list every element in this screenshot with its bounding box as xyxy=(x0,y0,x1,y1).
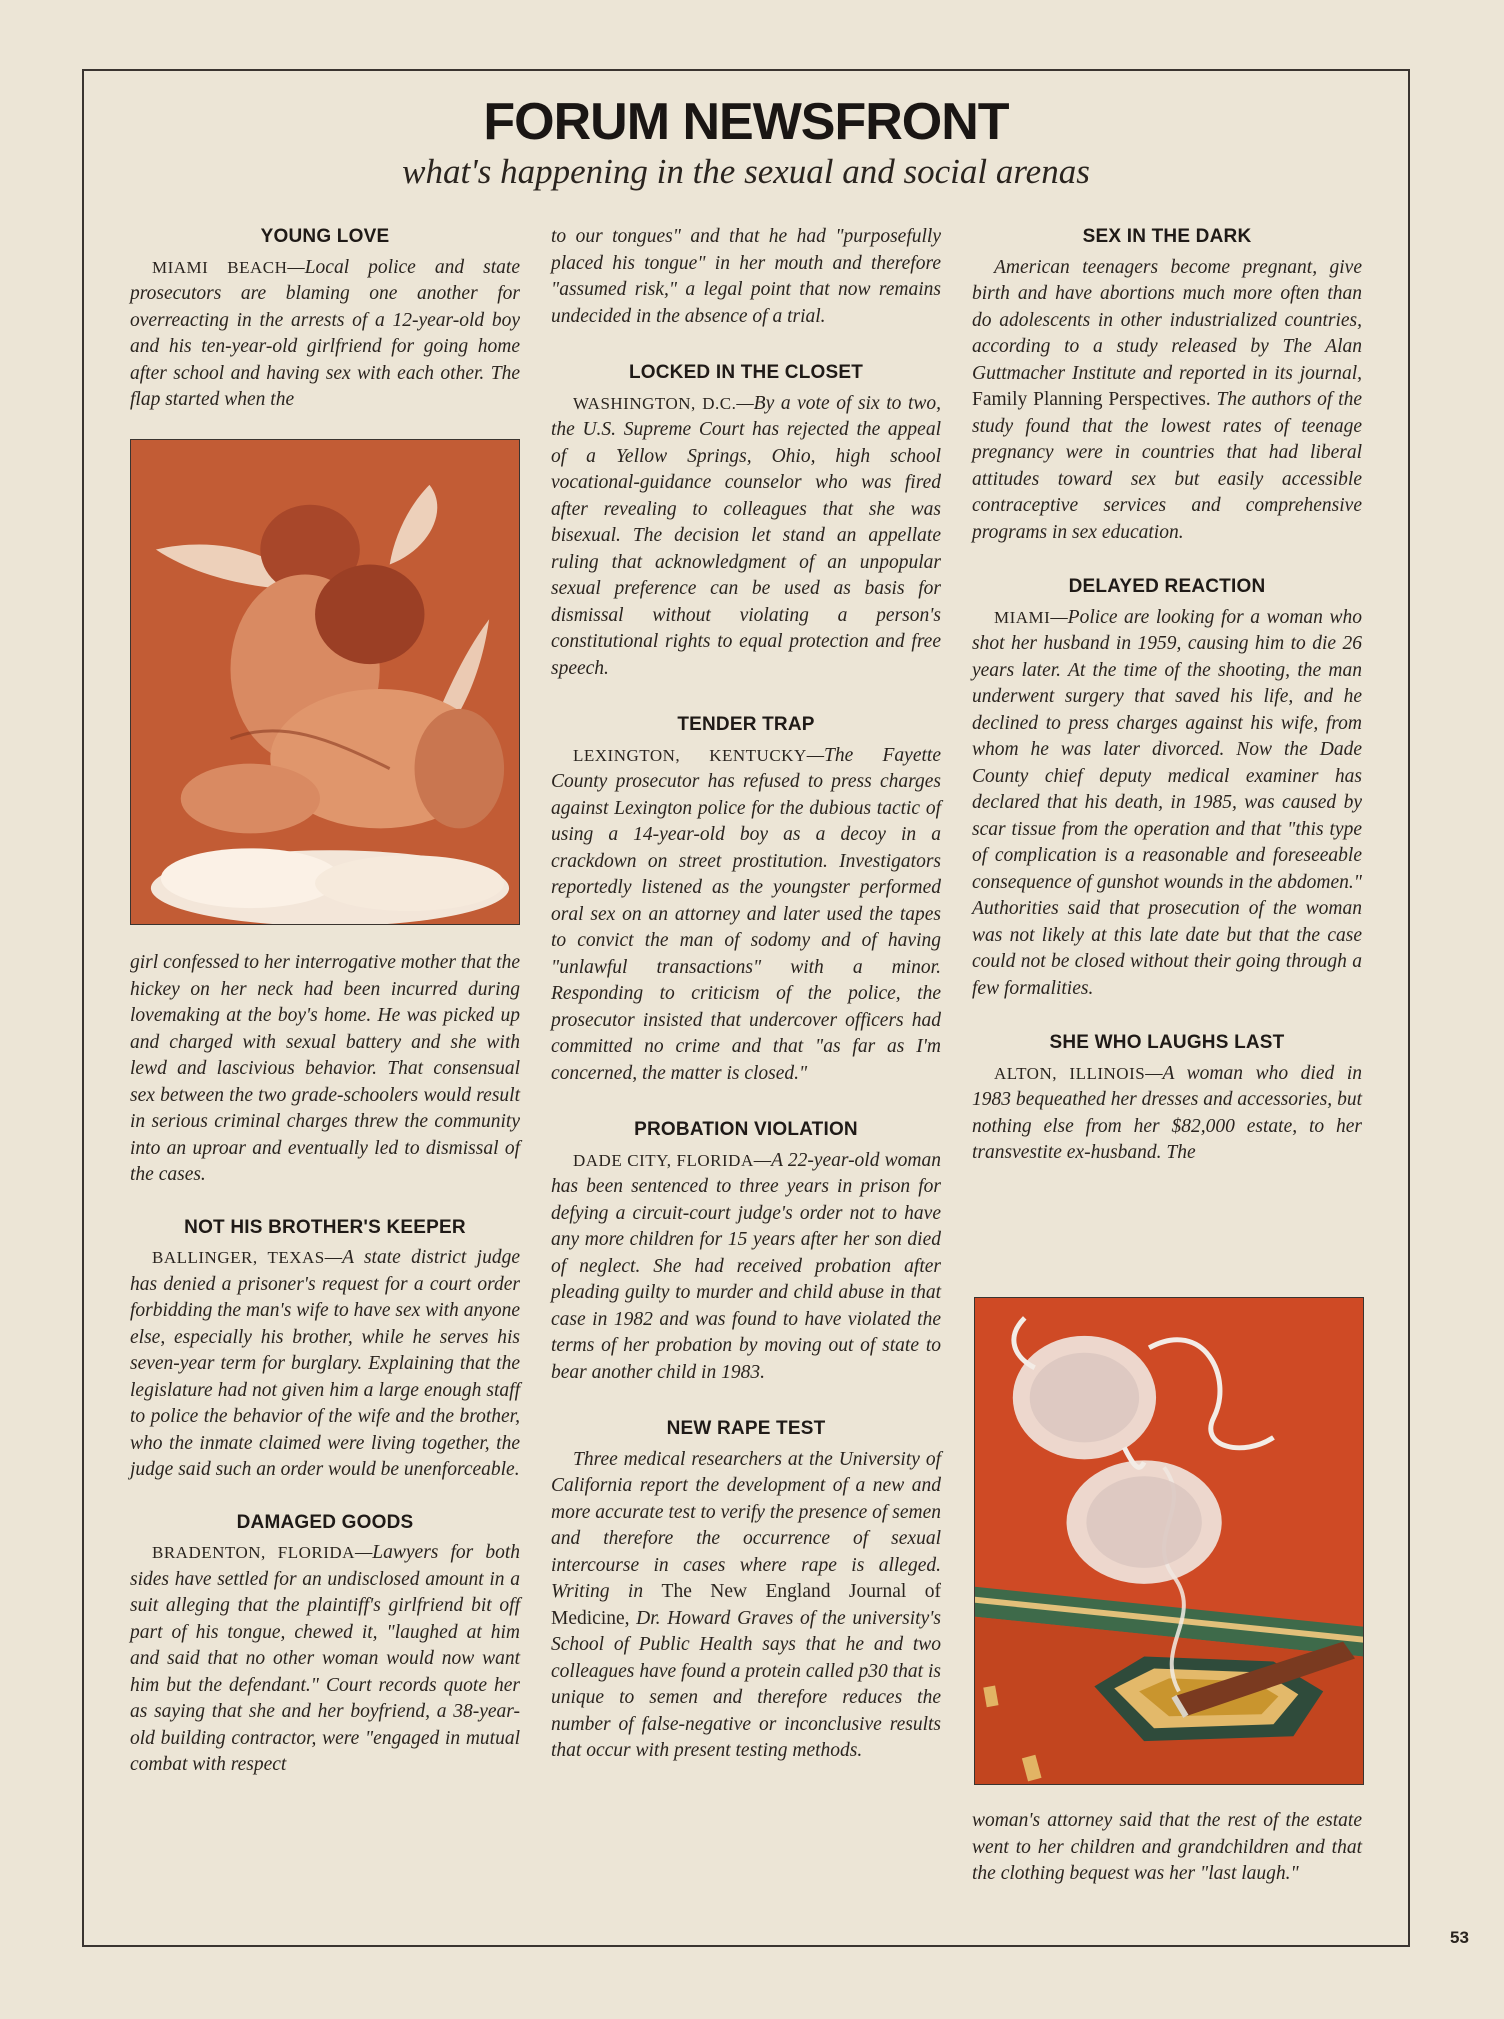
article-body xyxy=(972,1061,1362,1167)
body-text: The authors of the study found that the lowest rates of teenage pregnancy were in countries that had liberal attitudes toward sex but easily accessible contraceptive services and comprehensive programs in sex education. xyxy=(972,389,1363,543)
headline: NOT HIS BROTHER'S KEEPER xyxy=(184,1216,466,1238)
body-text: Three medical researchers at the University of California report the development of a new and more accurate test to verify the presence of semen and therefore the occurrence of sexual intercourse in cases where rape is alleged. Writing in xyxy=(551,1448,941,1602)
body-text: —By a vote of six to two, the U.S. Supreme Court has rejected the appeal of a Yellow Springs, Ohio, high school vocational-guidance counselor who was fired after revealing to colleagues that she was bisexual. The decision let stand an appellate ruling that acknowledgment of an unpopular sexual preference can be used as basis for dismissal without violating a person's constitutional rights to equal protection and free speech. xyxy=(551,392,941,679)
body-text: —The Fayette County prosecutor has refused to press charges against Lexington police for the dubious tactic of using a 14-year-old boy as a decoy in a crackdown on street prostitution. Investigators reportedly listened as the youngster performed oral sex on an attorney and later used the tapes to convict the man of sodomy and of having "unlawful transactions" with a minor. Responding to criticism of the police, the prosecutor insisted that undercover officers had committed no crime and that "as far as I'm concerned, the matter is closed." xyxy=(551,744,941,1084)
dateline: WASHINGTON, D.C. xyxy=(573,393,737,413)
body-text: —Police are looking for a woman who shot her husband in 1959, causing him to die 26 years later. At the time of the shooting, the man underwent surgery that saved his life, and he declined to press charges against his wife, from whom he was later divorced. Now the Dade County chief deputy medical examiner has declared that his death, in 1985, was caused by scar tissue from the operation and that "this type of complication is a reasonable and foreseeable consequence of gunshot wounds in the abdomen." Authorities said that prosecution of the woman was not likely at this late date but that the case could not be closed without their going through a few formalities. xyxy=(972,606,1362,999)
cupids-image xyxy=(131,440,519,924)
article-body xyxy=(551,1148,941,1387)
dateline: LEXINGTON, KENTUCKY xyxy=(573,745,807,765)
body-text: —Local police and state prosecutors are blaming one another for overreacting in the arrests of a 12-year-old boy and his ten-year-old girlfriend for going home after school and having sex with each other. The flap started when the xyxy=(130,256,520,410)
middle-column xyxy=(551,224,941,1765)
article-body xyxy=(972,255,1362,547)
article-body xyxy=(130,1540,520,1779)
body-text: —A state district judge has denied a prisoner's request for a court order forbidding the man's wife to have sex with anyone else, especially his brother, while he serves his seven-year term for burglary. Explaining that the legislature had not given him a large enough staff to police the behavior of the wife and the brother, who the inmate claimed were living together, the judge said such an order would be unenforceable. xyxy=(130,1247,520,1480)
headline: SEX IN THE DARK xyxy=(1082,226,1252,247)
bra-cigar-image xyxy=(975,1298,1363,1784)
body-text: American teenagers become pregnant, give birth and have abortions much more often than do adolescents in other industrialized countries, according to a study released by The Alan Guttmacher Institute and reported in its journal, xyxy=(972,256,1362,384)
dateline: BALLINGER, TEXAS xyxy=(152,1248,325,1267)
dateline: DADE CITY, FLORIDA xyxy=(573,1150,754,1170)
article-young-love xyxy=(130,224,520,414)
article-body xyxy=(972,605,1362,1003)
dateline: BRADENTON, FLORIDA xyxy=(152,1543,355,1562)
journal-name: The New England Journal of Medicine, xyxy=(551,1581,941,1629)
headline: DELAYED REACTION xyxy=(1068,576,1266,597)
article-body xyxy=(551,391,941,683)
article-body xyxy=(551,1447,941,1765)
right-column xyxy=(972,224,1362,1167)
body-text: to our tongues" and that he had "purposefully placed his tongue" in her mouth and therefore "assumed risk," a legal point that now remains undecided in the absence of a trial. xyxy=(551,226,941,327)
dateline: ALTON, ILLINOIS xyxy=(994,1063,1146,1083)
headline: TENDER TRAP xyxy=(677,714,815,735)
headline: NEW RAPE TEST xyxy=(666,1418,826,1439)
article-young-love-continued xyxy=(130,950,520,1779)
cupids-embracing-illustration xyxy=(130,439,520,925)
body-text: —A woman who died in 1983 bequeathed her dresses and accessories, but nothing else from her $82,000 estate, to her transvestite ex-husband. The xyxy=(972,1062,1362,1163)
body-text: woman's attorney said that the rest of the estate went to her children and grandchildren and that the clothing bequest was her "last laugh." xyxy=(972,1810,1362,1884)
body-text: girl confessed to her interrogative mother that the hickey on her neck had been incurred during lovemaking at the boy's home. He was picked up and charged with sexual battery and she with lewd and lascivious behavior. That consensual sex between the two grade-schoolers would result in serious criminal charges threw the community into an uproar and eventually led to dismissal of the cases. xyxy=(130,952,520,1185)
headline: LOCKED IN THE CLOSET xyxy=(628,362,864,383)
journal-name: Family Planning Perspectives. xyxy=(972,389,1211,410)
page-number: 53 xyxy=(1450,1928,1469,1947)
page-subtitle: what's happening in the sexual and social arenas xyxy=(402,152,1090,191)
body-text: Dr. Howard Graves of the university's School of Public Health says that he and two colleagues have found a protein called p30 that is unique to semen and therefore reduces the number of false-negative or inconclusive results that occur with present testing methods. xyxy=(551,1607,941,1761)
article-body xyxy=(551,743,941,1088)
article-body xyxy=(130,1245,520,1484)
headline: SHE WHO LAUGHS LAST xyxy=(1049,1032,1285,1053)
body-text: —A 22-year-old woman has been sentenced to three years in prison for defying a circuit-court judge's order not to have any more children for 15 years after her son died of neglect. She had received probation after pleading guilty to murder and child abuse in that case in 1982 and was found to have violated the terms of her probation by moving out of state to bear another child in 1983. xyxy=(551,1149,942,1383)
article-laughs-last-continued xyxy=(972,1808,1362,1888)
bra-and-cigar-illustration xyxy=(974,1297,1364,1785)
headline: YOUNG LOVE xyxy=(260,226,390,247)
dateline: MIAMI xyxy=(994,607,1051,627)
article-body xyxy=(130,255,520,414)
body-text: —Lawyers for both sides have settled for an undisclosed amount in a suit alleging that the plaintiff's girlfriend bit off part of his tongue, chewed it, "laughed at him and said that no other woman would now want him but the defendant." Court records quote her as saying that she and her boyfriend, a 38-year-old building contractor, were "engaged in mutual combat with respect xyxy=(130,1542,520,1775)
headline: DAMAGED GOODS xyxy=(236,1511,414,1533)
page-title: FORUM NEWSFRONT xyxy=(483,93,1009,151)
dateline: MIAMI BEACH xyxy=(152,257,288,277)
headline: PROBATION VIOLATION xyxy=(634,1119,858,1140)
